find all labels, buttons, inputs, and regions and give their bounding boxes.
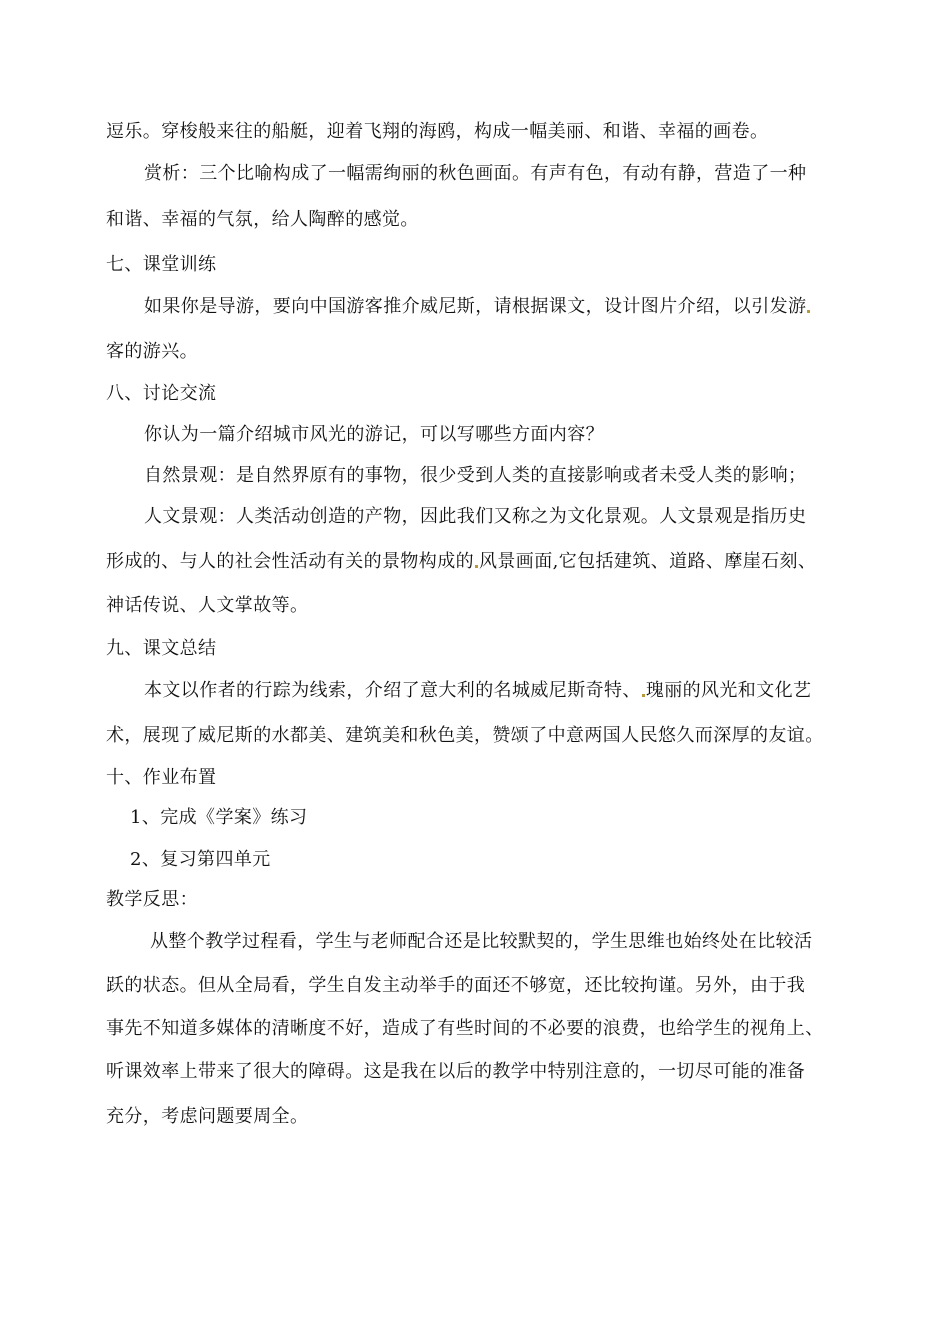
text-line: 事先不知道多媒体的清晰度不好，造成了有些时间的不必要的浪费，也给学生的视角上、 (106, 1018, 824, 1039)
section-heading: 十、作业布置 (106, 767, 217, 788)
text-line: 你认为一篇介绍城市风光的游记，可以写哪些方面内容？ (144, 424, 604, 445)
text-line (144, 295, 904, 319)
section-heading: 教学反思： (106, 889, 198, 910)
section-heading: 八、讨论交流 (106, 383, 217, 404)
text-line: 人文景观：人类活动创造的产物，因此我们又称之为文化景观。人文景观是指历史 (144, 506, 807, 527)
text-line: 神话传说、人文掌故等。 (106, 595, 309, 616)
mark-dot-icon (642, 694, 645, 697)
text-line: 赏析：三个比喻构成了一幅需绚丽的秋色画面。有声有色，有动有静，营造了一种 (144, 163, 807, 184)
text-line: 听课效率上带来了很大的障碍。这是我在以后的教学中特别注意的，一切尽可能的准备 (106, 1061, 806, 1082)
text-line: 和谐、幸福的气氛，给人陶醉的感觉。 (106, 209, 419, 230)
mark-dot-icon (475, 565, 478, 568)
text-segment: 如果你是导游，要向中国游客推介威尼斯，请根据课文，设计图片介绍，以引发游 (144, 296, 807, 317)
text-line (144, 679, 904, 703)
text-line: 充分，考虑问题要周全。 (106, 1106, 309, 1127)
text-line: 跃的状态。但从全局看，学生自发主动举手的面还不够宽，还比较拘谨。另外，由于我 (106, 975, 806, 996)
text-line: 从整个教学过程看，学生与老师配合还是比较默契的，学生思维也始终处在比较活 (150, 931, 813, 952)
text-segment: 本文以作者的行踪为线索，介绍了意大利的名城威尼斯奇特、 (144, 680, 641, 701)
section-heading: 九、课文总结 (106, 638, 217, 659)
text-line: 自然景观：是自然界原有的事物，很少受到人类的直接影响或者未受人类的影响； (144, 465, 807, 486)
list-item: 1、完成《学案》练习 (130, 807, 308, 828)
text-line: 术，展现了威尼斯的水都美、建筑美和秋色美，赞颂了中意两国人民悠久而深厚的友谊。 (106, 725, 824, 746)
text-segment: 风景画面,它包括建筑、道路、摩崖石刻、 (479, 551, 817, 572)
text-line: 逗乐。穿梭般来往的船艇，迎着飞翔的海鸥，构成一幅美丽、和谐、幸福的画卷。 (106, 121, 769, 142)
text-line: 客的游兴。 (106, 341, 198, 362)
text-segment: 形成的、与人的社会性活动有关的景物构成的 (106, 551, 474, 572)
mark-dot-icon (807, 310, 810, 313)
text-line (106, 550, 866, 574)
section-heading: 七、课堂训练 (106, 254, 217, 275)
list-item: 2、复习第四单元 (130, 849, 271, 870)
text-segment: 瑰丽的风光和文化艺 (645, 680, 812, 701)
